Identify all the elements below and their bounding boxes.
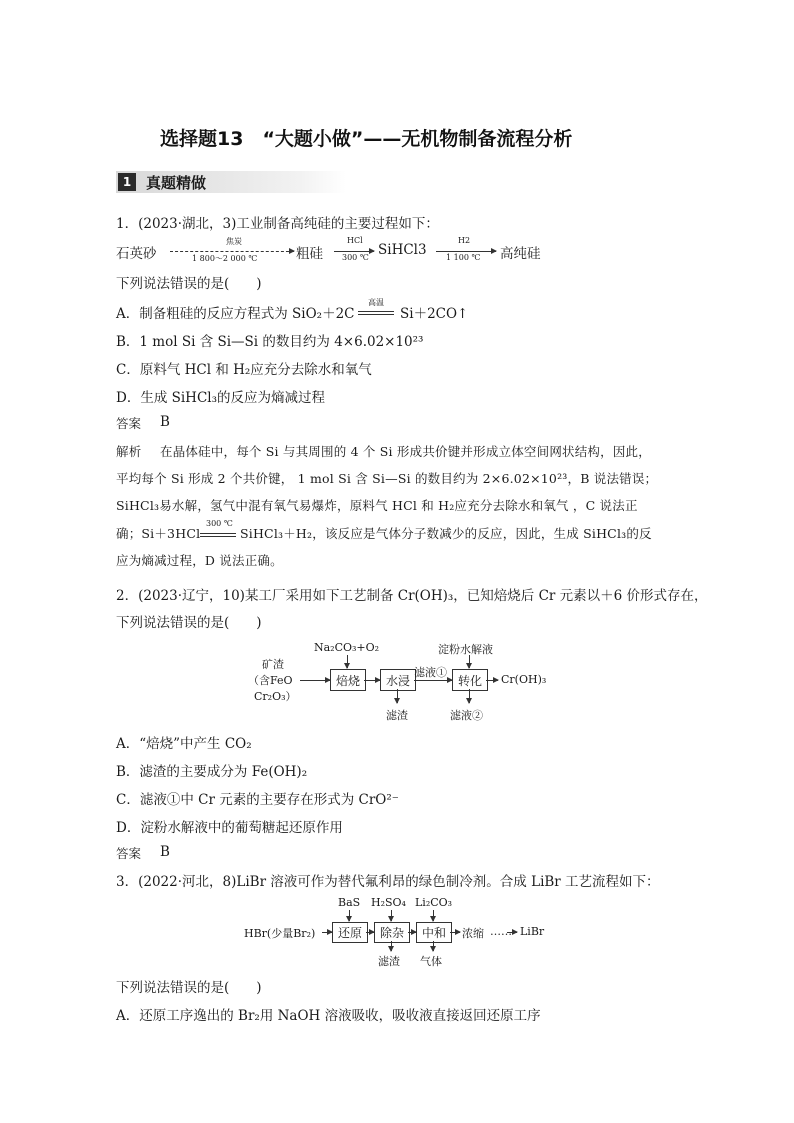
q1-explanation-line3: SiHCl₃易水解，氢气中混有氧气易爆炸，原料气 HCl 和 H₂应充分去除水和氧气 ，C 说法正 [116, 498, 638, 513]
q2-stem-line2: 下列说法错误的是( ) [116, 615, 262, 631]
q3-ask: 下列说法错误的是( ) [116, 980, 262, 996]
q3-residue: 滤渣 [378, 955, 400, 968]
q1-flow-arrow-2 [334, 251, 374, 252]
q3-reagent-2: H₂SO₄ [371, 896, 406, 909]
q2-reagent-2: 淀粉水解液 [438, 643, 493, 656]
q1-explanation-label: 解析 [116, 444, 142, 459]
q3-arrow-reagent-3 [433, 910, 434, 921]
q1-answer: B [160, 414, 170, 430]
q1-explanation-line2: 平均每个 Si 形成 2 个共价键， 1 mol Si 含 Si—Si 的数目约为 2×6.02×10²³，B 说法错误； [116, 471, 658, 486]
q1-flow-s2: 粗硅 [296, 246, 323, 262]
q1-explanation-line5: 应为熵减过程，D 说法正确。 [116, 553, 283, 568]
q1-flow-c3-bot: 1 100 ℃ [446, 253, 481, 262]
q2-reagent-1: Na₂CO₃+O₂ [314, 641, 380, 654]
q1-option-d: D．生成 SiHCl₃的反应为熵减过程 [116, 390, 326, 406]
q2-residue: 滤渣 [386, 709, 408, 722]
q3-concentrate: 浓缩 [462, 927, 484, 940]
q2-arrow-1 [364, 680, 380, 681]
q3-box-reduce: 还原 [332, 922, 368, 943]
q2-stem-line1: 2．(2023·辽宁，10)某工厂采用如下工艺制备 Cr(OH)₃，已知焙烧后 Cr 元素以＋6 价形式存在， [116, 588, 708, 604]
q3-arrow-feed [322, 932, 332, 933]
q1-flow-c2-top: HCl [347, 236, 363, 245]
q2-product: Cr(OH)₃ [501, 673, 547, 686]
q3-dots: …… [490, 925, 512, 938]
q3-product: LiBr [520, 925, 545, 938]
q1-flow-s4: 高纯硅 [500, 246, 541, 262]
q3-option-a: A．还原工序逸出的 Br₂用 NaOH 溶液吸收，吸收液直接返回还原工序 [116, 1008, 541, 1024]
q3-box-neutralize: 中和 [416, 922, 452, 943]
q2-feed-line1: 矿渣 [262, 658, 284, 671]
q1-flow-arrow-3 [436, 251, 496, 252]
q2-answer-label: 答案 [116, 846, 142, 861]
q1-option-b: B．1 mol Si 含 Si—Si 的数目约为 4×6.02×10²³ [116, 334, 424, 350]
q2-arrow-filtrate-2 [469, 689, 470, 703]
q1-explanation-line4-post: SiHCl₃＋H₂，该反应是气体分子数减少的反应，因此，生成 SiHCl₃的反 [240, 526, 652, 541]
q3-arrow-3 [450, 932, 460, 933]
q1-explanation-line1: 在晶体硅中，每个 Si 与其周围的 4 个 Si 形成共价键并形成立体空间网状结构，因此， [160, 444, 651, 459]
section-title: 真题精做 [146, 174, 207, 192]
q3-feed: HBr(少量Br₂) [244, 927, 316, 940]
q2-answer: B [160, 844, 170, 860]
q1-flow-s1: 石英砂 [116, 246, 157, 262]
q2-option-b: B．滤渣的主要成分为 Fe(OH)₂ [116, 764, 308, 780]
q2-box-roast: 焙烧 [330, 669, 366, 691]
q3-reagent-1: BaS [338, 896, 361, 909]
q1-option-a: A．制备粗硅的反应方程式为 SiO₂＋2C [116, 306, 355, 322]
q2-filtrate-1-label: 滤液① [414, 666, 447, 679]
section-number-icon: 1 [118, 173, 136, 191]
q2-arrow-2 [414, 680, 452, 681]
q1-flow-c1-top: 焦炭 [226, 237, 242, 246]
page-title: 选择题13 “大题小做”——无机物制备流程分析 [160, 128, 573, 150]
q2-filtrate-2: 滤液② [450, 709, 483, 722]
q3-gas: 气体 [420, 955, 442, 968]
q1-option-a-products: Si＋2CO↑ [400, 306, 469, 322]
q2-box-leach: 水浸 [380, 669, 416, 691]
q1-explanation-condition: 300 ℃ [206, 519, 233, 528]
q3-arrow-residue [391, 941, 392, 951]
q1-flow-arrow-1 [170, 251, 294, 252]
q1-answer-label: 答案 [116, 416, 142, 431]
q2-arrow-reagent-1 [347, 655, 348, 668]
q3-stem: 3．(2022·河北，8)LiBr 溶液可作为替代氟利昂的绿色制冷剂。合成 LiBr 工艺流程如下： [116, 874, 660, 890]
q3-arrow-1 [366, 932, 374, 933]
q1-option-c: C．原料气 HCl 和 H₂应充分去除水和氧气 [116, 362, 372, 378]
q3-arrow-gas [433, 941, 434, 951]
q3-arrow-reagent-1 [349, 910, 350, 921]
q1-flow-s3: SiHCl3 [378, 242, 427, 258]
q1-flow-c2-bot: 300 ℃ [342, 253, 369, 262]
q1-option-a-condition: 高温 [368, 298, 384, 307]
q2-option-d: D．淀粉水解液中的葡萄糖起还原作用 [116, 820, 343, 836]
q2-arrow-reagent-2 [469, 655, 470, 668]
q2-arrow-residue [397, 689, 398, 703]
q2-option-c: C．滤液①中 Cr 元素的主要存在形式为 CrO²⁻ [116, 792, 399, 808]
q1-ask: 下列说法错误的是( ) [116, 276, 262, 292]
q2-arrow-3 [486, 680, 498, 681]
q3-arrow-4 [507, 932, 517, 933]
q1-flow-c1-bot: 1 800～2 000 ℃ [192, 254, 258, 263]
q3-arrow-reagent-2 [391, 910, 392, 921]
q2-feed-line2: （含FeO [248, 674, 293, 687]
q1-flow-c3-top: H2 [458, 236, 471, 245]
q2-option-a: A．“焙烧”中产生 CO₂ [116, 736, 252, 752]
q1-stem: 1．(2023·湖北，3)工业制备高纯硅的主要过程如下： [116, 216, 439, 232]
q2-box-convert: 转化 [452, 669, 488, 691]
q2-feed-line3: Cr₂O₃） [254, 690, 297, 703]
q3-box-purify: 除杂 [374, 922, 410, 943]
q1-option-a-equals [358, 311, 394, 315]
q3-reagent-3: Li₂CO₃ [415, 896, 453, 909]
q1-explanation-line4-pre: 确；Si＋3HCl [116, 526, 201, 541]
q3-arrow-2 [408, 932, 416, 933]
q2-arrow-feed [300, 680, 330, 681]
q1-explanation-equals [200, 533, 236, 537]
